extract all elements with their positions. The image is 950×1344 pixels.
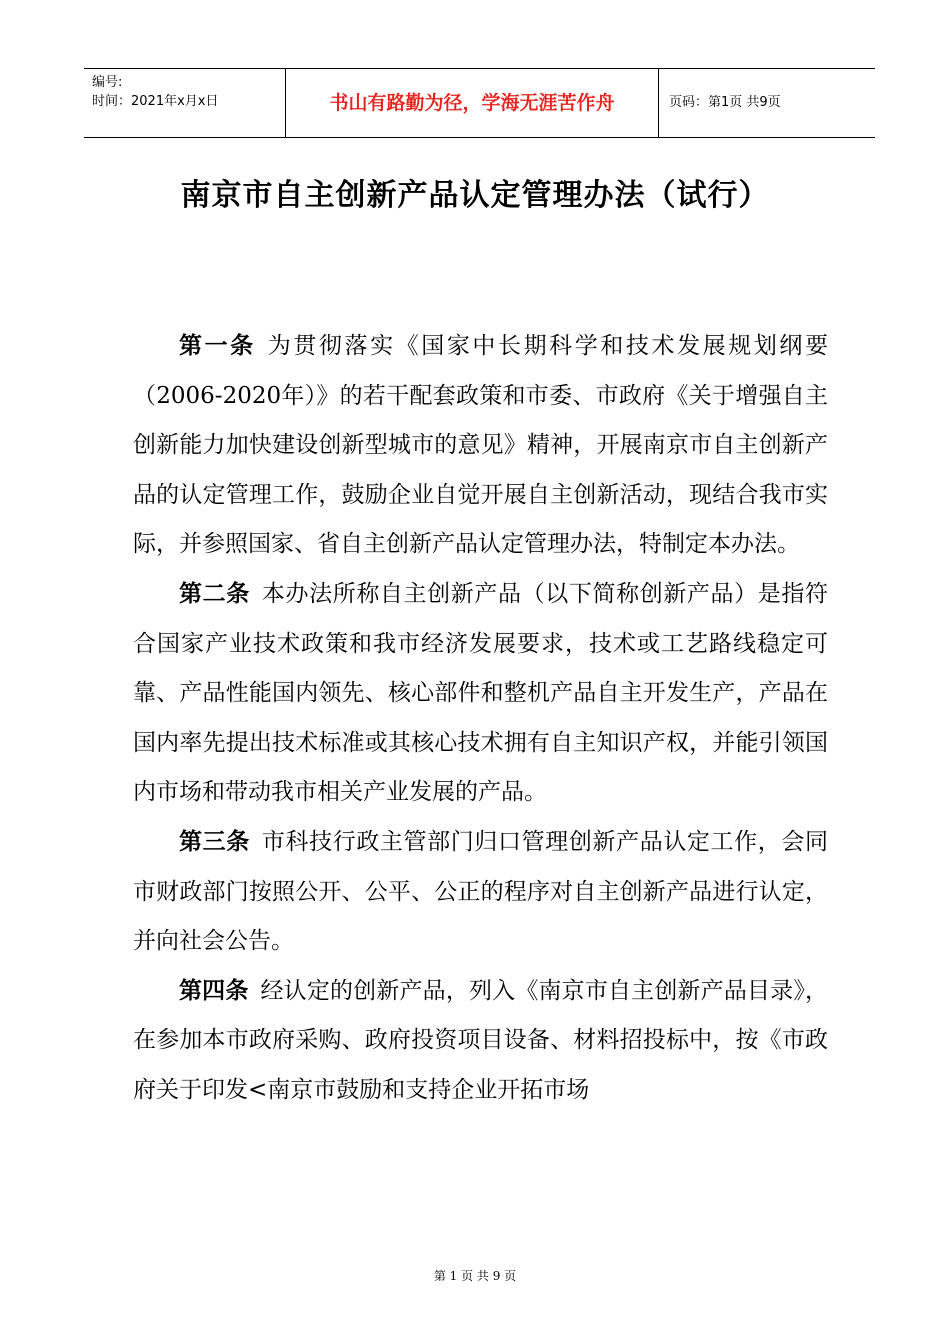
article-1 [133, 322, 828, 570]
article-2 [133, 570, 828, 818]
article-2-label: 第二条 [179, 580, 250, 607]
article-1-label: 第一条 [179, 333, 256, 359]
header-meta-cell [84, 69, 286, 137]
article-4-label: 第四条 [179, 977, 249, 1004]
page-footer: 第 1 页 共 9 页 [433, 1269, 517, 1283]
article-3 [133, 818, 828, 967]
article-4-text: 经认定的创新产品，列入《南京市自主创新产品目录》，在参加本市政府采购、政府投资项目设备、材料招投标中，按《市政府关于印发<南京市鼓励和支持企业开拓市场 [133, 977, 828, 1103]
document-number-label: 编号: [92, 75, 123, 90]
article-1-text: 为贯彻落实《国家中长期科学和技术发展规划纲要（2006-2020年）》的若干配套政策和市委、市政府《关于增强自主创新能力加快建设创新型城市的意见》精神，开展南京市自主创新产品的认定管理工作，鼓励企业自觉开展自主创新活动，现结合我市实际，并参照国家、省自主创新产品认定管理办法，特制定本办法。 [133, 333, 828, 558]
article-2-text: 本办法所称自主创新产品（以下简称创新产品）是指符合国家产业技术政策和我市经济发展要求，技术或工艺路线稳定可靠、产品性能国内领先、核心部件和整机产品自主开发生产，产品在国内率先提出技术标准或其核心技术拥有自主知识产权，并能引领国内市场和带动我市相关产业发展的产品。 [133, 580, 829, 806]
document-time-label: 时间：2021年x月x日 [92, 94, 219, 109]
header-motto: 书山有路勤为径，学海无涯苦作舟 [286, 69, 659, 137]
article-3-text: 市科技行政主管部门归口管理创新产品认定工作，会同市财政部门按照公开、公平、公正的程序对自主创新产品进行认定，并向社会公告。 [133, 828, 829, 955]
article-3-label: 第三条 [179, 828, 250, 855]
header-page-info: 页码：第1页 共9页 [669, 95, 781, 110]
document-body [133, 322, 828, 1116]
page-header [84, 68, 875, 138]
article-4 [133, 967, 828, 1116]
document-title: 南京市自主创新产品认定管理办法（试行） [180, 178, 770, 213]
